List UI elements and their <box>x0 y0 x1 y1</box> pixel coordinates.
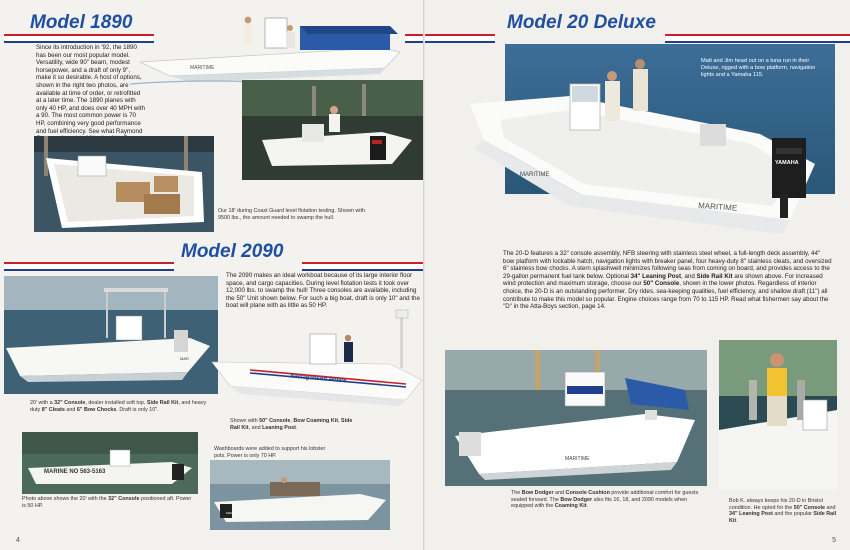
caption-2090-aft: Photo above shows the 20' with the 32" Console positioned aft. Power is 50 HP. <box>22 496 192 509</box>
svg-text:MARINE: MARINE <box>226 511 238 515</box>
svg-text:MARITIME: MARITIME <box>565 456 590 462</box>
caption-flotation: Our 18' during Coast Guard level flotation testing. Shown with 9500 lbs., the amount needed to swamp the hull. <box>218 208 365 221</box>
deluxe-engine-brand: YAMAHA <box>775 160 799 166</box>
right-page <box>425 0 850 550</box>
svg-text:MAR: MAR <box>180 356 189 361</box>
caption-dodger: The Bow Dodger and Console Cushion provide additional comfort for guests seated forward. The Bow Dodger also fits 16, 18, and 2090 models when equipped with the Coaming Kit. <box>511 490 699 510</box>
model-2090-title: Model 2090 <box>181 241 284 262</box>
model-20-deluxe-title: Model 20 Deluxe <box>507 12 656 33</box>
caption-washboards: Washboards were added to support his lobster pots. Power is only 70 HP. <box>214 446 326 459</box>
model-1890-title: Model 1890 <box>30 12 133 33</box>
photo-deluxe-dodger <box>445 350 707 486</box>
photo-2090-softtop <box>4 276 218 394</box>
svg-text:MARITIME: MARITIME <box>190 65 215 71</box>
registration-text: MARINE NO 563-5163 <box>44 469 106 475</box>
photo-2090-police <box>210 304 425 416</box>
page-number-right: 5 <box>832 537 836 544</box>
caption-bob-k: Bob K. always keeps his 20-D in Bristol condition. He opted for the 50" Console and 34" Leaning Post and the popular Side Rail Kit. <box>729 498 837 524</box>
caption-2090-police: Shown with 50" Console, Bow Coaming Kit, Side Rail Kit, and Leaning Post. <box>230 418 353 431</box>
photo-1890-hero <box>130 4 415 90</box>
caption-2090-softtop: 20' with a 32" Console, dealer installed soft top, Side Rail Kit, and heavy duty 8" Cleats and 6" Bow Chocks. Draft is only 10". <box>30 400 207 413</box>
title-rule-2090-right <box>302 262 425 271</box>
model-1890-body: Since its introduction in '92, the 1890 has been our most popular model. Versatility, wide 90" beam, modest horsepower, and a draft of only 9", make it so desirable. A host of options, shown in the right two photos, are available at time of order, or retrofitted at a later time. The 1890 planes with only 40 HP, and does over 40 MPH with a 90. The most common power is 70 HP, combining very good performance and fuel efficiency. See what Raymond <box>36 44 145 135</box>
photo-1890-dock <box>242 80 425 180</box>
title-rule-deluxe <box>665 34 850 43</box>
deluxe-photo-overlay: Matt and Jim head out on a tuna run in their Deluxe, rigged with a bow platform, navigation lights and a Yamaha 115. <box>701 58 816 78</box>
page-number-left: 4 <box>16 537 20 544</box>
deluxe-hull-brand: MARITIME <box>697 201 738 213</box>
police-hull-text: Narragansett Police <box>289 373 347 385</box>
photo-bob-k <box>719 340 837 490</box>
title-rule-deluxe-left <box>425 34 495 43</box>
model-2090-body: The 2090 makes an ideal workboat because of its large interior floor space, and cargo capacities. During level flotation tests it took over 12,000 lbs. to swamp the hull! Three consoles are available, including the 50" Unit shown below. For such a big boat, draft is only 10" and the boat will plane with as little as 50 HP. <box>226 272 420 310</box>
photo-1890-cargo <box>34 136 214 232</box>
svg-text:MARITIME: MARITIME <box>520 172 550 178</box>
title-rule-2090-left <box>4 262 174 271</box>
photo-2090-lobster <box>210 460 390 530</box>
photo-2090-aft-console <box>22 432 198 494</box>
model-20-deluxe-body: The 20-D features a 32" console assembly, NFB steering with stainless steel wheel, a full-length deck assembly, 44" bow platform with lockable hatch, navigation lights with breaker panel, four heavy-duty 8" stainless cleats, and oversized 6" stainless bow chocks. A stern splashwell minimizes following seas from coming on board, and provides access to the 29-gallon permanent fuel tank below. Optional 34" Leaning Post, and Side Rail Kit are shown above. For increased wind protection and maximum storage, choose our 50" Console, shown in the lower photos. Regardless of interior choice, the 20-D is an outstanding performer. Dry rides, sea-keeping qualities, fuel efficiency, and shallow draft (11") all contribute to make this model so popular. Engine choices range from 70 to 115 HP. Read what fishermen say about the "D" in the Atta-Boys section, page 14. <box>503 250 832 311</box>
